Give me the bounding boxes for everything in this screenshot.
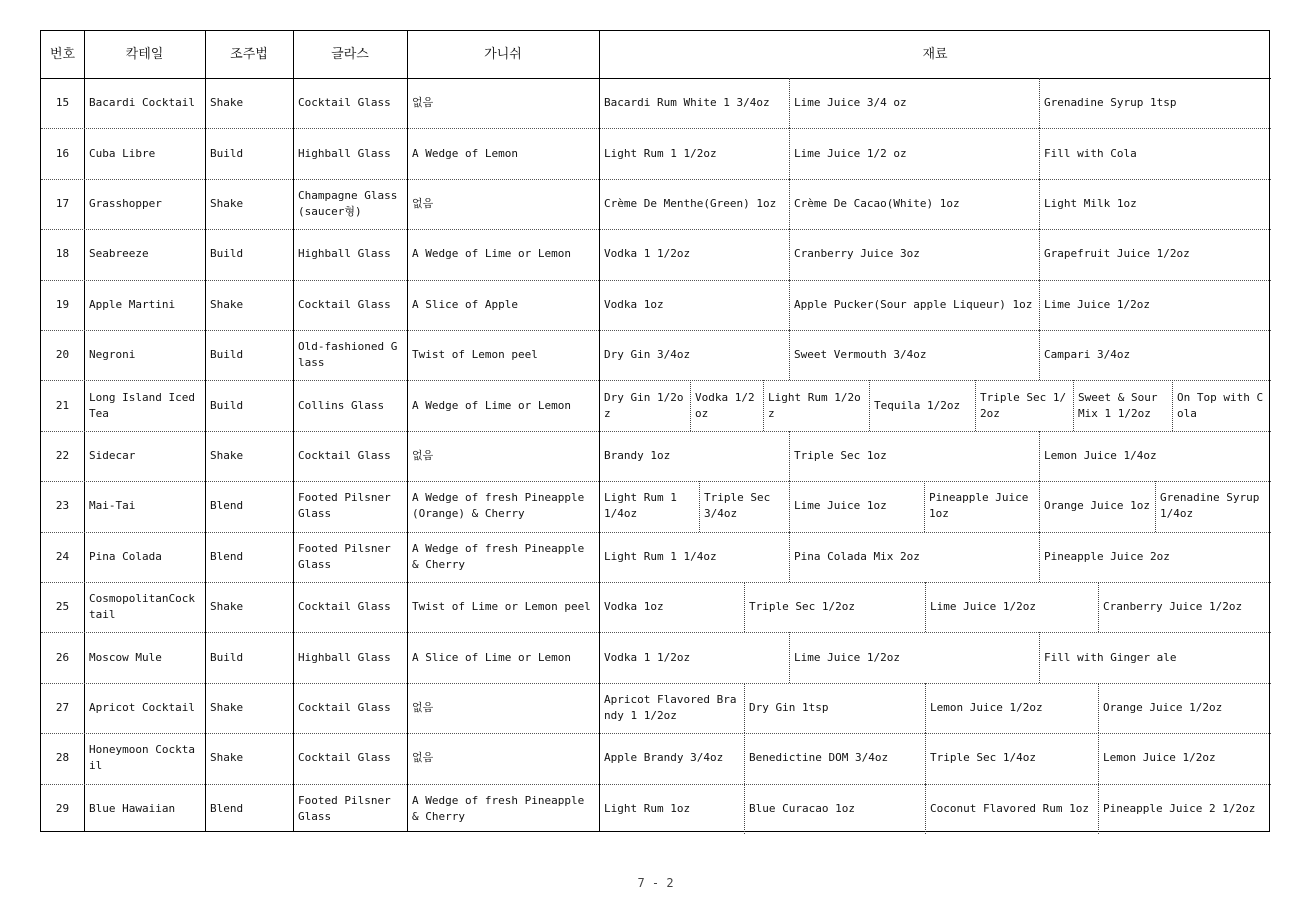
- ingredient-divider: [1098, 784, 1099, 834]
- ingredient-cell: Fill with Cola: [1044, 146, 1137, 160]
- table-cell-cocktail: Sidecar: [89, 448, 136, 462]
- ingredient-divider: [1039, 179, 1040, 229]
- ingredient-divider: [975, 380, 976, 430]
- table-cell-no: 23: [55, 499, 70, 513]
- table-cell-no: 20: [55, 348, 70, 362]
- table-cell-method: Blend: [210, 549, 244, 563]
- column-header-ingredients: 재료: [922, 46, 948, 62]
- table-cell-cocktail: Moscow Mule: [89, 650, 162, 664]
- table-cell-garnish: A Wedge of fresh Pineapple & Cherry: [412, 541, 585, 571]
- ingredient-cell: Triple Sec 1oz: [794, 448, 887, 462]
- table-cell-garnish: A Slice of Lime or Lemon: [412, 650, 571, 664]
- ingredient-cell: Dry Gin 1/2oz: [604, 390, 684, 420]
- ingredient-divider: [1039, 632, 1040, 682]
- table-cell-garnish: 없음: [412, 751, 434, 765]
- column-header-no: 번호: [49, 46, 76, 62]
- ingredient-divider: [1039, 229, 1040, 279]
- ingredient-cell: Light Milk 1oz: [1044, 196, 1137, 210]
- table-cell-glass: Footed Pilsner Glass: [298, 491, 391, 521]
- ingredient-cell: Benedictine DOM 3/4oz: [749, 751, 889, 765]
- ingredient-divider: [1039, 532, 1040, 582]
- table-cell-cocktail: Apple Martini: [89, 297, 176, 311]
- table-cell-glass: Old-fashioned Glass: [298, 340, 398, 370]
- ingredient-cell: Vodka 1 1/2oz: [604, 650, 691, 664]
- ingredient-cell: Lemon Juice 1/2oz: [1103, 751, 1216, 765]
- table-cell-no: 27: [55, 700, 70, 714]
- ingredient-divider: [1098, 683, 1099, 733]
- ingredient-cell: Lime Juice 1oz: [794, 499, 887, 513]
- ingredient-divider: [1098, 733, 1099, 783]
- table-cell-glass: Collins Glass: [298, 398, 385, 412]
- table-cell-glass: Champagne Glass(saucer형): [298, 188, 398, 218]
- table-cell-glass: Cocktail Glass: [298, 700, 391, 714]
- table-cell-garnish: 없음: [412, 196, 434, 210]
- ingredient-cell: Triple Sec 1/2oz: [749, 600, 855, 614]
- table-cell-garnish: 없음: [412, 96, 434, 110]
- ingredient-divider: [789, 632, 790, 682]
- ingredient-cell: Pineapple Juice 1oz: [929, 491, 1029, 521]
- ingredient-cell: Vodka 1 1/2oz: [604, 247, 691, 261]
- ingredient-divider: [924, 481, 925, 531]
- table-cell-method: Build: [210, 650, 244, 664]
- ingredient-divider: [789, 229, 790, 279]
- table-cell-no: 29: [55, 801, 70, 815]
- table-cell-no: 24: [55, 549, 70, 563]
- table-cell-cocktail: Seabreeze: [89, 247, 149, 261]
- table-cell-no: 17: [55, 196, 70, 210]
- ingredient-cell: Light Rum 1 1/4oz: [604, 549, 717, 563]
- ingredient-divider: [789, 481, 790, 531]
- ingredient-cell: Campari 3/4oz: [1044, 348, 1131, 362]
- table-cell-garnish: 없음: [412, 448, 434, 462]
- ingredient-divider: [789, 532, 790, 582]
- ingredient-cell: Light Rum 1/2oz: [768, 390, 861, 420]
- column-header-glass: 글라스: [331, 46, 369, 62]
- ingredient-divider: [744, 683, 745, 733]
- ingredient-cell: Triple Sec 3/4oz: [704, 491, 771, 521]
- table-cell-method: Shake: [210, 751, 244, 765]
- ingredient-cell: Triple Sec 1/4oz: [930, 751, 1036, 765]
- cocktail-recipe-table: [40, 30, 1270, 832]
- table-cell-method: Build: [210, 146, 244, 160]
- ingredient-cell: Sweet & Sour Mix 1 1/2oz: [1078, 390, 1158, 420]
- table-cell-garnish: A Wedge of fresh Pineapple(Orange) & Cherry: [412, 491, 585, 521]
- table-cell-cocktail: Grasshopper: [89, 196, 162, 210]
- ingredient-cell: Pina Colada Mix 2oz: [794, 549, 920, 563]
- ingredient-cell: Crème De Cacao(White) 1oz: [794, 196, 960, 210]
- table-cell-method: Shake: [210, 196, 244, 210]
- table-cell-no: 26: [55, 650, 70, 664]
- ingredient-cell: Lime Juice 1/2oz: [794, 650, 900, 664]
- table-cell-glass: Highball Glass: [298, 650, 391, 664]
- ingredient-divider: [789, 78, 790, 128]
- ingredient-cell: Dry Gin 3/4oz: [604, 348, 691, 362]
- ingredient-cell: Apricot Flavored Brandy 1 1/2oz: [604, 692, 737, 722]
- ingredient-cell: Tequila 1/2oz: [874, 398, 961, 412]
- ingredient-divider: [1039, 431, 1040, 481]
- table-cell-method: Build: [210, 247, 244, 261]
- column-header-cocktail: 칵테일: [125, 46, 164, 62]
- ingredient-cell: Blue Curacao 1oz: [749, 801, 855, 815]
- ingredient-cell: Lime Juice 3/4 oz: [794, 96, 907, 110]
- column-header-garnish: 가니쉬: [484, 46, 522, 62]
- ingredient-divider: [744, 733, 745, 783]
- table-cell-cocktail: Mai-Tai: [89, 499, 136, 513]
- table-cell-method: Build: [210, 398, 244, 412]
- ingredient-cell: Crème De Menthe(Green) 1oz: [604, 196, 777, 210]
- table-cell-garnish: A Wedge of fresh Pineapple & Cherry: [412, 793, 585, 823]
- ingredient-divider: [1155, 481, 1156, 531]
- table-cell-glass: Highball Glass: [298, 247, 391, 261]
- ingredient-cell: Brandy 1oz: [604, 448, 671, 462]
- column-header-method: 조주법: [230, 46, 268, 62]
- table-cell-no: 28: [55, 751, 70, 765]
- ingredient-cell: Light Rum 1oz: [604, 801, 691, 815]
- table-cell-garnish: A Slice of Apple: [412, 297, 518, 311]
- ingredient-cell: Lime Juice 1/2oz: [930, 600, 1036, 614]
- table-cell-cocktail: Negroni: [89, 348, 136, 362]
- ingredient-cell: Sweet Vermouth 3/4oz: [794, 348, 927, 362]
- ingredient-cell: Lime Juice 1/2oz: [1044, 297, 1150, 311]
- table-cell-method: Blend: [210, 801, 244, 815]
- table-cell-no: 19: [55, 297, 70, 311]
- ingredient-divider: [1039, 330, 1040, 380]
- table-cell-garnish: Twist of Lime or Lemon peel: [412, 600, 591, 614]
- ingredient-divider: [763, 380, 764, 430]
- table-cell-cocktail: Apricot Cocktail: [89, 700, 195, 714]
- table-cell-garnish: A Wedge of Lime or Lemon: [412, 247, 571, 261]
- ingredient-cell: Lemon Juice 1/2oz: [930, 700, 1043, 714]
- ingredient-cell: Cranberry Juice 1/2oz: [1103, 600, 1243, 614]
- ingredient-divider: [789, 330, 790, 380]
- ingredient-divider: [744, 582, 745, 632]
- ingredient-cell: Orange Juice 1oz: [1044, 499, 1150, 513]
- ingredient-divider: [1039, 280, 1040, 330]
- table-cell-no: 16: [55, 146, 70, 160]
- page-number: 7 - 2: [637, 876, 674, 890]
- ingredient-divider: [925, 582, 926, 632]
- ingredient-cell: Apple Brandy 3/4oz: [604, 751, 724, 765]
- ingredient-cell: Triple Sec 1/2oz: [980, 390, 1067, 420]
- ingredient-cell: Cranberry Juice 3oz: [794, 247, 920, 261]
- ingredient-divider: [1039, 481, 1040, 531]
- table-cell-garnish: A Wedge of Lemon: [412, 146, 518, 160]
- ingredient-divider: [1098, 582, 1099, 632]
- ingredient-cell: Bacardi Rum White 1 3/4oz: [604, 96, 770, 110]
- table-cell-glass: Cocktail Glass: [298, 297, 391, 311]
- ingredient-cell: Lemon Juice 1/4oz: [1044, 448, 1157, 462]
- ingredient-cell: Pineapple Juice 2oz: [1044, 549, 1170, 563]
- ingredient-cell: On Top with Cola: [1177, 390, 1264, 420]
- ingredient-divider: [690, 380, 691, 430]
- ingredient-cell: Grenadine Syrup 1/4oz: [1160, 491, 1260, 521]
- ingredient-cell: Fill with Ginger ale: [1044, 650, 1177, 664]
- table-cell-garnish: Twist of Lemon peel: [412, 348, 538, 362]
- table-cell-garnish: A Wedge of Lime or Lemon: [412, 398, 571, 412]
- table-cell-method: Blend: [210, 499, 244, 513]
- table-cell-method: Shake: [210, 700, 244, 714]
- ingredient-cell: Dry Gin 1tsp: [749, 700, 829, 714]
- ingredient-divider: [789, 179, 790, 229]
- ingredient-divider: [1039, 78, 1040, 128]
- table-cell-cocktail: CosmopolitanCocktail: [89, 592, 195, 622]
- ingredient-cell: Light Rum 1 1/4oz: [604, 491, 677, 521]
- table-cell-method: Build: [210, 348, 244, 362]
- table-cell-glass: Cocktail Glass: [298, 600, 391, 614]
- ingredient-cell: Coconut Flavored Rum 1oz: [930, 801, 1089, 815]
- table-cell-cocktail: Long Island Iced Tea: [89, 390, 195, 420]
- table-cell-method: Shake: [210, 297, 244, 311]
- ingredient-cell: Lime Juice 1/2 oz: [794, 146, 907, 160]
- ingredient-divider: [925, 683, 926, 733]
- table-cell-garnish: 없음: [412, 700, 434, 714]
- ingredient-divider: [1172, 380, 1173, 430]
- ingredient-cell: Light Rum 1 1/2oz: [604, 146, 717, 160]
- ingredient-divider: [1039, 128, 1040, 178]
- ingredient-divider: [1073, 380, 1074, 430]
- ingredient-divider: [869, 380, 870, 430]
- table-cell-no: 15: [55, 96, 70, 110]
- ingredient-cell: Pineapple Juice 2 1/2oz: [1103, 801, 1256, 815]
- table-cell-no: 18: [55, 247, 70, 261]
- ingredient-cell: Vodka 1/2oz: [695, 390, 755, 420]
- ingredient-divider: [925, 784, 926, 834]
- table-cell-no: 21: [55, 398, 70, 412]
- table-cell-glass: Footed Pilsner Glass: [298, 793, 391, 823]
- table-cell-no: 25: [55, 600, 70, 614]
- ingredient-cell: Apple Pucker(Sour apple Liqueur) 1oz: [794, 297, 1033, 311]
- ingredient-cell: Grenadine Syrup 1tsp: [1044, 96, 1177, 110]
- ingredient-divider: [789, 431, 790, 481]
- ingredient-divider: [789, 128, 790, 178]
- table-cell-cocktail: Pina Colada: [89, 549, 162, 563]
- table-cell-cocktail: Honeymoon Cocktail: [89, 743, 195, 773]
- ingredient-cell: Vodka 1oz: [604, 297, 664, 311]
- ingredient-cell: Orange Juice 1/2oz: [1103, 700, 1223, 714]
- ingredient-cell: Vodka 1oz: [604, 600, 664, 614]
- ingredient-divider: [744, 784, 745, 834]
- table-cell-no: 22: [55, 448, 70, 462]
- ingredient-divider: [699, 481, 700, 531]
- table-cell-glass: Cocktail Glass: [298, 96, 391, 110]
- table-cell-cocktail: Blue Hawaiian: [89, 801, 176, 815]
- table-cell-glass: Footed Pilsner Glass: [298, 541, 391, 571]
- table-cell-cocktail: Cuba Libre: [89, 146, 156, 160]
- ingredient-cell: Grapefruit Juice 1/2oz: [1044, 247, 1190, 261]
- table-cell-glass: Cocktail Glass: [298, 751, 391, 765]
- table-cell-glass: Cocktail Glass: [298, 448, 391, 462]
- table-cell-method: Shake: [210, 448, 244, 462]
- table-cell-method: Shake: [210, 600, 244, 614]
- ingredient-divider: [925, 733, 926, 783]
- table-cell-cocktail: Bacardi Cocktail: [89, 96, 195, 110]
- table-cell-method: Shake: [210, 96, 244, 110]
- table-cell-glass: Highball Glass: [298, 146, 391, 160]
- ingredient-divider: [789, 280, 790, 330]
